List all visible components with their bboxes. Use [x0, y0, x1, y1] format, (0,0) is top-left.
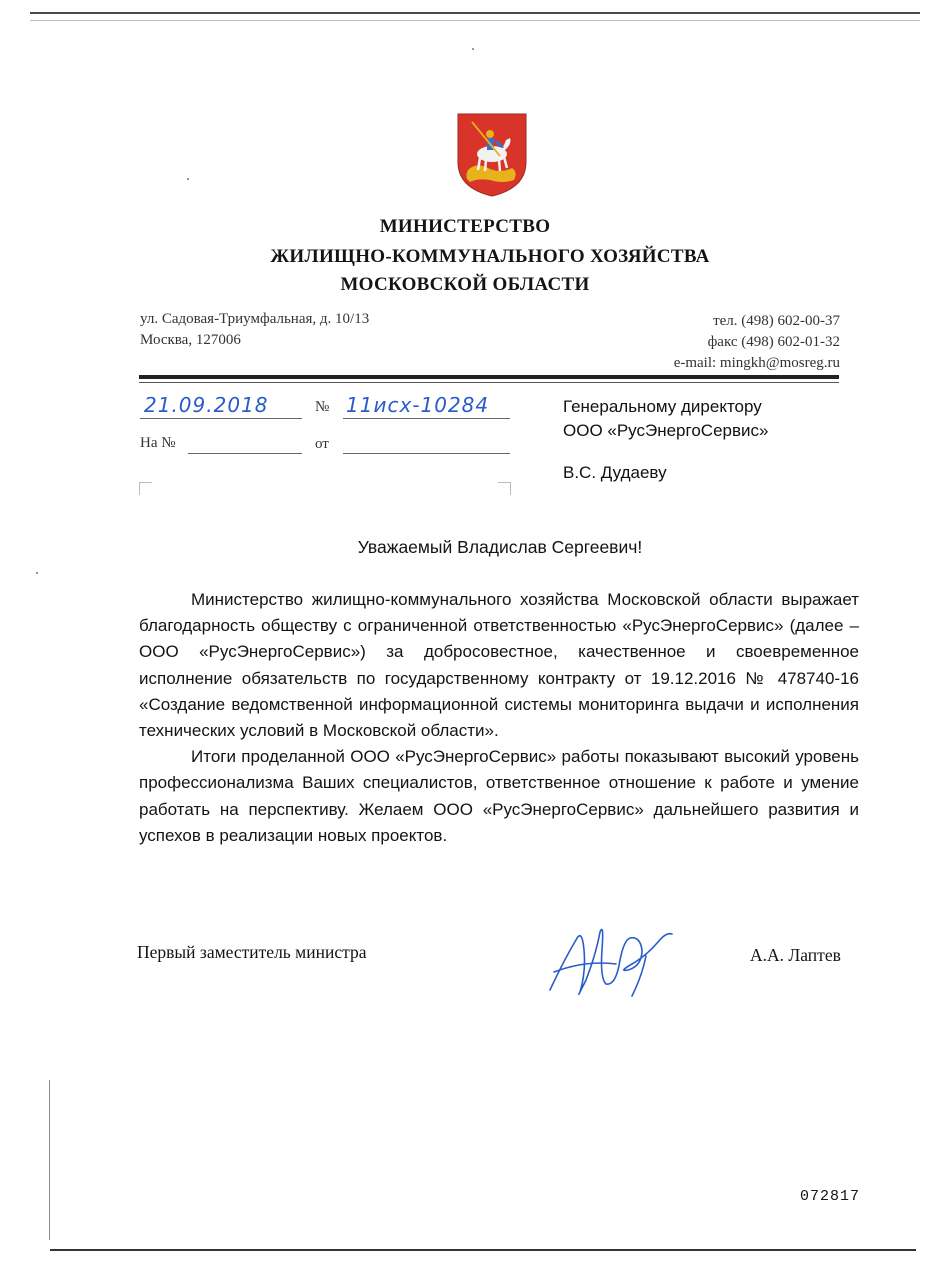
body-paragraph-1: Министерство жилищно-коммунального хозяйства Московской области выражает благодарность обществу с ограниченной ответственностью «РусЭнергоСервис» (далее – ООО «РусЭнергоСервис») за добросовестное, качественное и своевременное исполнение обязательств по государственному контракту от 19.12.2016 № 478740-16 «Создание ведомственной информационной системы мониторинга выдачи и исполнения технических условий в Московской области».: [139, 590, 859, 741]
signatory-title: Первый заместитель министра: [137, 942, 367, 962]
scan-edge-top-faint: [30, 20, 920, 21]
ministry-title-line2: ЖИЛИЩНО-КОММУНАЛЬНОГО ХОЗЯЙСТВА: [270, 246, 710, 267]
signatory-name: А.А. Лаптев: [750, 945, 841, 965]
email-address: e-mail: mingkh@mosreg.ru: [673, 355, 840, 371]
ministry-title-line1: МИНИСТЕРСТВО: [379, 216, 551, 237]
incoming-number-label: На №: [140, 435, 176, 451]
outgoing-number: 11исх-10284: [346, 393, 490, 417]
scan-speck: [472, 48, 474, 50]
addressee-position: Генеральному директору: [563, 397, 762, 416]
body-paragraph-2: Итоги проделанной ООО «РусЭнергоСервис» работы показывают высокий уровень профессионализма Ваших специалистов, ответственное отношение к работе и умение работать на перспективу. Желаем ООО «РусЭнергоСервис» дальнейшего развития и успехов в реализации новых проектов.: [139, 747, 859, 845]
scan-edge-left: [49, 1080, 50, 1240]
ministry-title-line3: МОСКОВСКОЙ ОБЛАСТИ: [340, 274, 590, 295]
addressee-name: В.С. Дудаеву: [563, 463, 667, 482]
incoming-number-underline: [188, 453, 302, 454]
date-underline: [140, 418, 302, 419]
outgoing-date: 21.09.2018: [144, 393, 269, 417]
greeting: Уважаемый Владислав Сергеевич!: [357, 537, 643, 557]
number-underline: [343, 418, 510, 419]
sender-address: [140, 309, 369, 351]
scan-speck: [36, 572, 38, 574]
incoming-from-label: от: [315, 436, 329, 452]
topic-corner-left: [139, 482, 152, 495]
sender-contacts: [674, 311, 840, 374]
handwritten-signature-icon: [546, 920, 681, 1000]
sender-city: Москва, 127006: [140, 332, 241, 348]
topic-corner-right: [498, 482, 511, 495]
number-label: №: [315, 399, 330, 415]
scan-edge-top: [30, 12, 920, 14]
phone-number: тел. (498) 602-00-37: [713, 313, 840, 329]
incoming-from-underline: [343, 453, 510, 454]
coat-of-arms-icon: [454, 110, 530, 198]
letterhead-rule-thick: [139, 375, 839, 379]
fax-number: факс (498) 602-01-32: [707, 334, 840, 350]
addressee-company: ООО «РусЭнергоСервис»: [563, 421, 769, 440]
letter-body: [139, 587, 859, 849]
scan-edge-bottom: [50, 1249, 916, 1251]
scan-speck: [187, 178, 189, 180]
sender-street: ул. Садовая-Триумфальная, д. 10/13: [140, 311, 370, 327]
letterhead-rule-thin: [139, 382, 839, 383]
document-serial-number: 072817: [800, 1188, 861, 1205]
